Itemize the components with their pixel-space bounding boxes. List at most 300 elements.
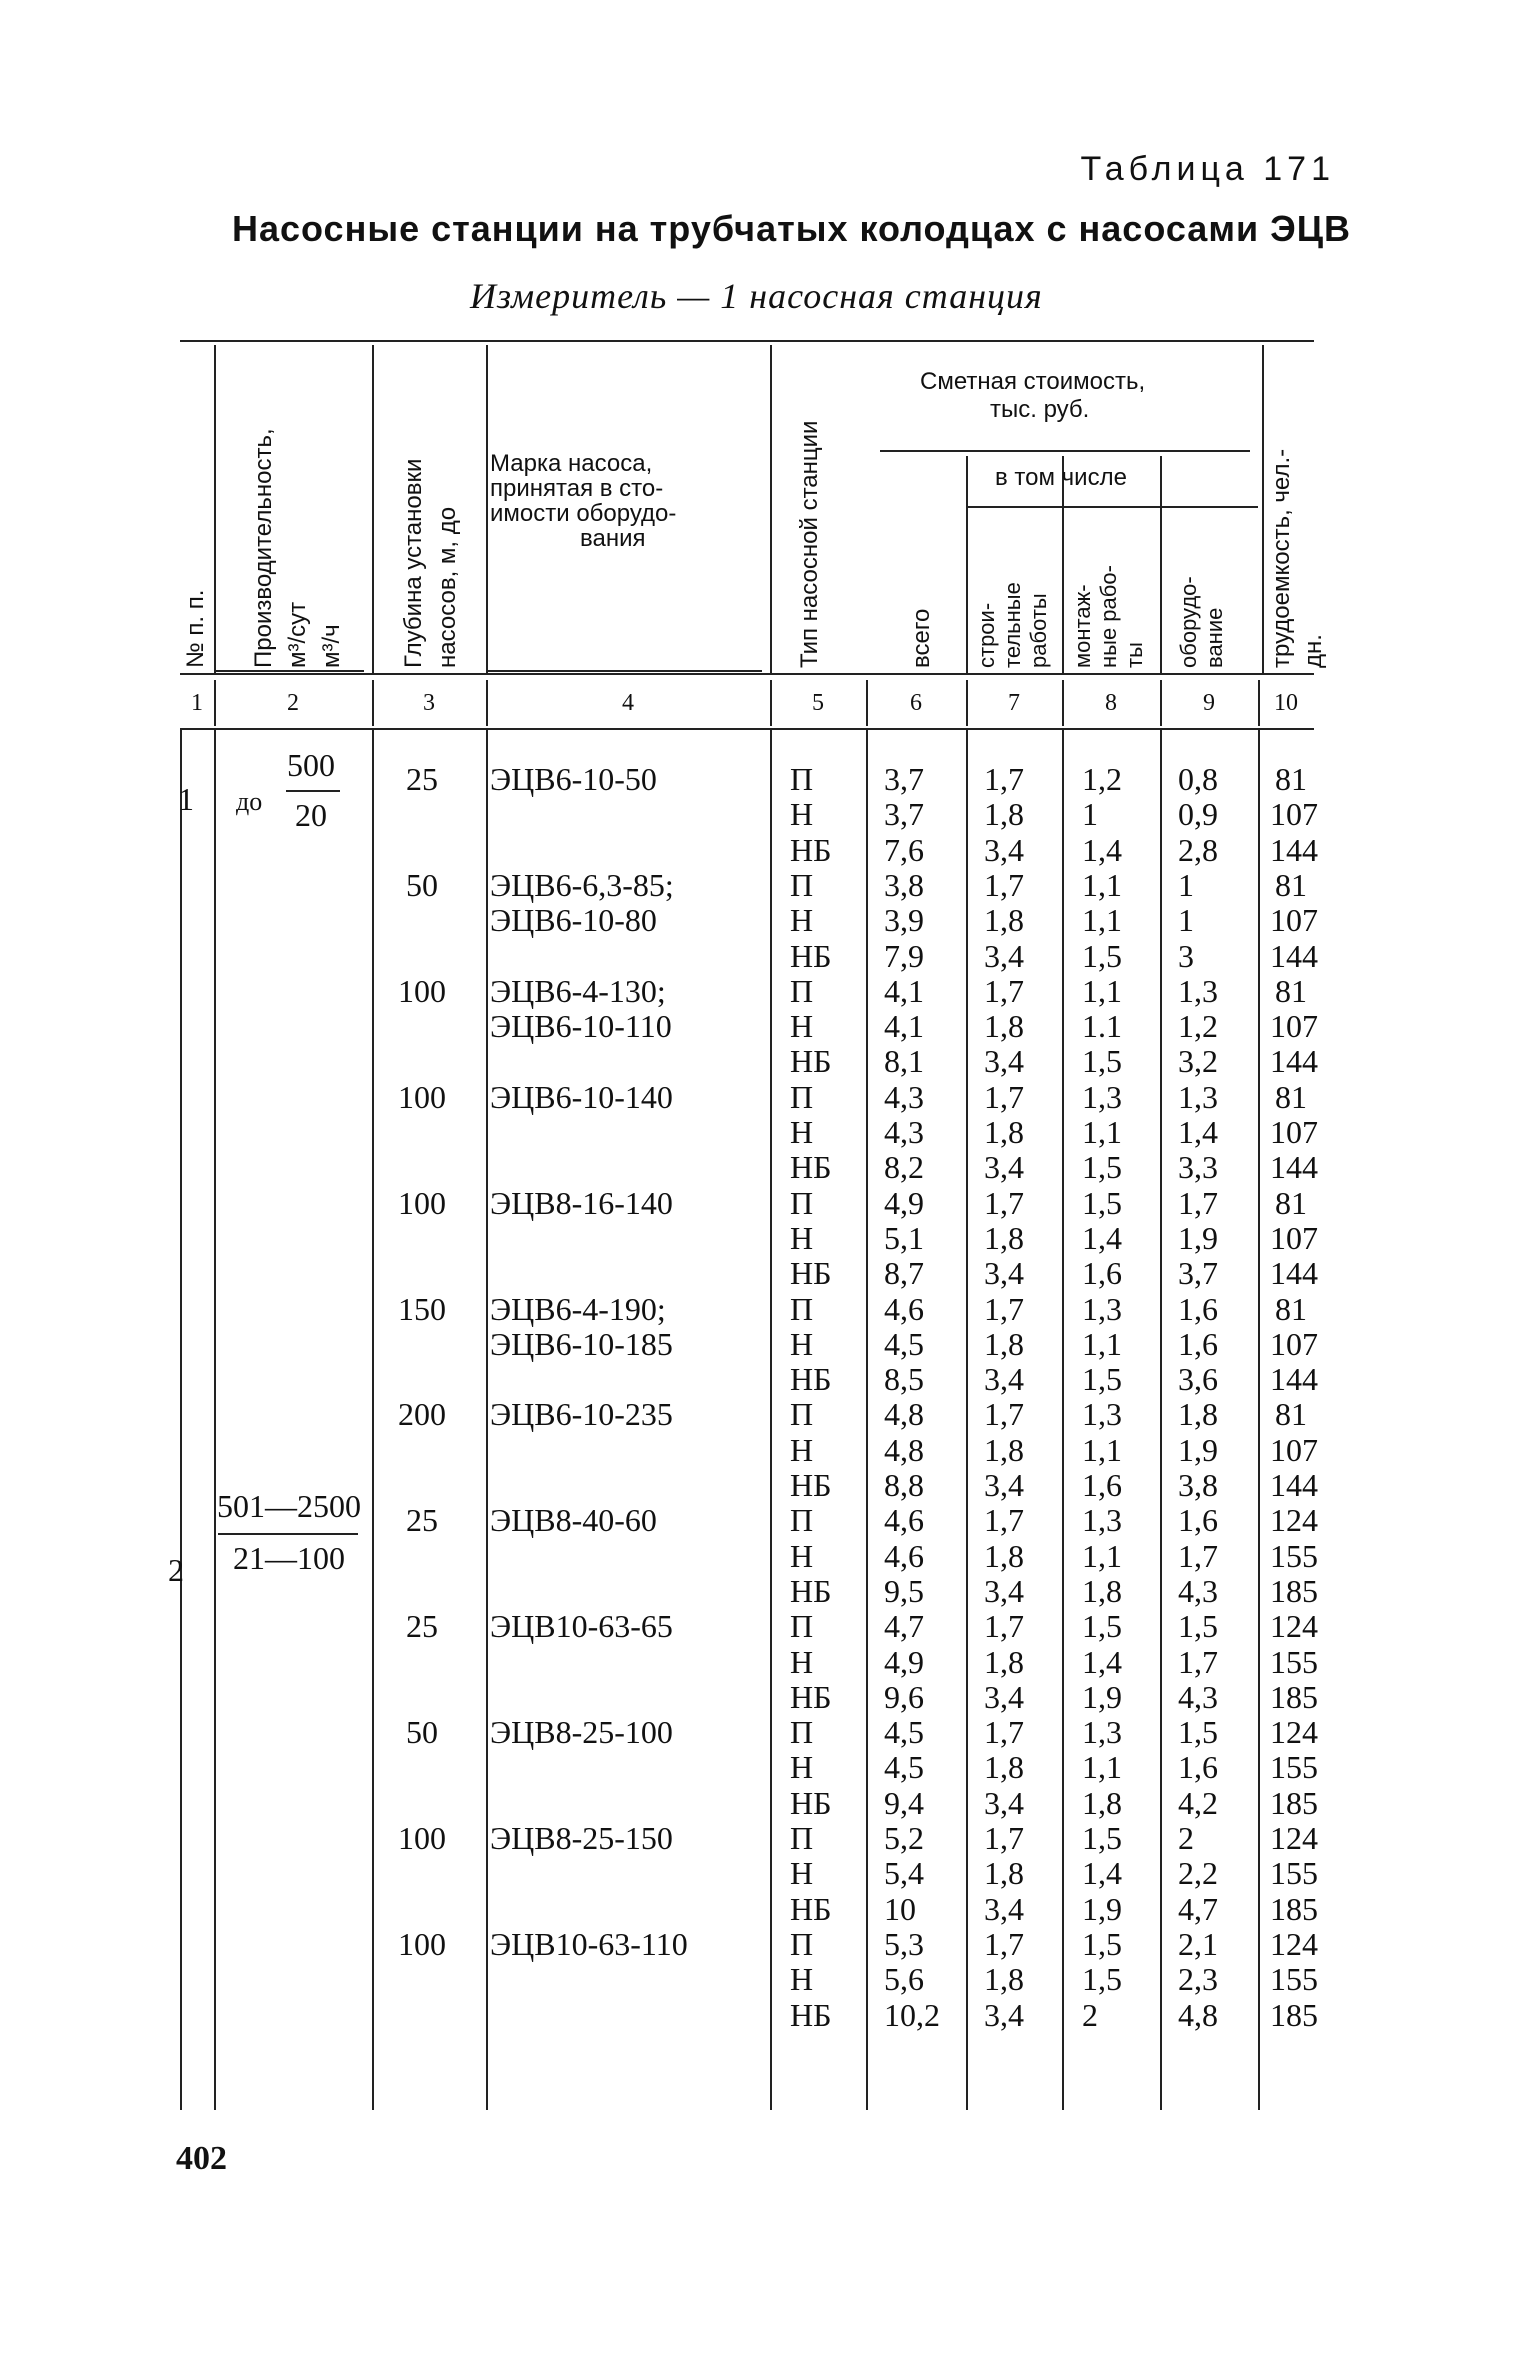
cost-installation: 1,1 (1082, 1749, 1122, 1786)
cost-installation: 1,1 (1082, 1114, 1122, 1150)
cost-total: 8,7 (884, 1255, 924, 1292)
cost-installation: 1,4 (1082, 1219, 1122, 1256)
cost-total: 4,1 (884, 972, 924, 1009)
body-col-divider (214, 730, 216, 2110)
cost-equipment: 1,7 (1178, 1184, 1218, 1221)
labor-days: 81 (1275, 1396, 1307, 1433)
group-number: 2 (168, 1552, 184, 1589)
cost-installation: 1 (1082, 796, 1098, 833)
cost-installation: 1,3 (1082, 1078, 1122, 1115)
body-col-divider (866, 730, 868, 2110)
cost-installation: 1,1 (1082, 1537, 1122, 1574)
cost-total: 4,5 (884, 1714, 924, 1751)
cost-equipment: 1,2 (1178, 1008, 1218, 1045)
cost-construction: 3,4 (984, 1784, 1024, 1821)
col-header-pump-1: Марка насоса, (490, 450, 653, 477)
cost-total: 4,6 (884, 1502, 924, 1539)
header-subcol-divider (966, 456, 968, 675)
column-number-9: 9 (1203, 690, 1215, 716)
cost-total: 7,9 (884, 937, 924, 974)
pump-model: ЭЦВ8-40-60 (490, 1502, 657, 1539)
column-number-8: 8 (1105, 690, 1117, 716)
cost-total: 4,8 (884, 1396, 924, 1433)
station-type: Н (790, 1855, 814, 1892)
cost-installation: 1,5 (1082, 1925, 1122, 1962)
cost-installation: 1,9 (1082, 1890, 1122, 1927)
cost-construction: 3,4 (984, 937, 1024, 974)
cost-construction: 1,7 (984, 1290, 1024, 1327)
cost-equipment: 1,6 (1178, 1749, 1218, 1786)
cost-equipment: 2,2 (1178, 1855, 1218, 1892)
col-header-pump-4: вания (580, 525, 646, 552)
station-type: НБ (790, 1467, 832, 1503)
cost-total: 5,3 (884, 1925, 924, 1962)
col-header-construction-3: работы (1026, 593, 1051, 668)
station-type: П (790, 1820, 814, 1856)
cost-equipment: 4,7 (1178, 1890, 1218, 1927)
station-type: НБ (790, 1890, 832, 1927)
header-col-divider (214, 345, 216, 675)
station-type: П (790, 1714, 814, 1751)
cost-equipment: 1,9 (1178, 1219, 1218, 1256)
labor-days: 144 (1270, 1361, 1318, 1398)
station-type: НБ (790, 1572, 832, 1609)
cost-total: 4,5 (884, 1749, 924, 1786)
cost-equipment: 1 (1178, 902, 1194, 939)
col-header-construction-1: строи- (974, 602, 999, 668)
cost-construction: 3,4 (984, 1996, 1024, 2033)
cost-equipment: 3,7 (1178, 1255, 1218, 1292)
cost-total: 5,6 (884, 1961, 924, 1998)
station-type: П (790, 972, 814, 1009)
labor-days: 107 (1270, 796, 1318, 833)
header-col-divider (372, 345, 374, 675)
cost-installation: 1,1 (1082, 1325, 1122, 1362)
station-type: Н (790, 1008, 814, 1045)
fraction-bar (218, 1533, 358, 1535)
pump-model: ЭЦВ6-10-140 (490, 1078, 673, 1115)
pump-model: ЭЦВ6-10-185 (490, 1325, 673, 1362)
cost-equipment: 1,5 (1178, 1608, 1218, 1645)
cost-equipment: 0,9 (1178, 796, 1218, 833)
labor-days: 107 (1270, 1219, 1318, 1256)
cost-equipment: 4,3 (1178, 1572, 1218, 1609)
cost-total: 3,9 (884, 902, 924, 939)
header-col-divider (770, 345, 772, 675)
capacity-denominator: 20 (295, 797, 327, 833)
cost-total: 5,4 (884, 1855, 924, 1892)
column-number-2: 2 (287, 690, 299, 716)
column-number-7: 7 (1008, 690, 1020, 716)
cost-construction: 1,7 (984, 972, 1024, 1009)
labor-days: 124 (1270, 1608, 1318, 1645)
pump-model: ЭЦВ8-25-100 (490, 1714, 673, 1751)
labor-days: 144 (1270, 1043, 1318, 1080)
col-header-number: № п. п. (182, 589, 209, 668)
col-header-station-type: Тип насосной станции (796, 420, 823, 668)
pump-model: ЭЦВ6-10-235 (490, 1396, 673, 1433)
cost-total: 4,9 (884, 1643, 924, 1680)
table-title: Насосные станции на трубчатых колодцах с насосами ЭЦВ (232, 208, 1351, 249)
labor-days: 144 (1270, 1149, 1318, 1186)
cost-installation: 1,1 (1082, 1431, 1122, 1468)
col-header-construction-2: тельные (1000, 582, 1025, 668)
col-header-total: всего (908, 608, 935, 668)
group-number: 1 (178, 781, 194, 817)
cost-construction: 1,8 (984, 1431, 1024, 1468)
pump-model: ЭЦВ6-4-130; (490, 972, 666, 1009)
cost-installation: 1,1 (1082, 972, 1122, 1009)
pump-model: ЭЦВ6-6,3-85; (490, 866, 674, 903)
body-left-border (180, 730, 182, 2110)
cost-total: 9,6 (884, 1678, 924, 1715)
cost-total: 4,9 (884, 1184, 924, 1221)
station-type: НБ (790, 1784, 832, 1821)
cost-installation: 1,1 (1082, 902, 1122, 939)
cost-construction: 1,8 (984, 1219, 1024, 1256)
col-header-labor-2: дн. (1300, 634, 1327, 668)
cost-total: 4,6 (884, 1290, 924, 1327)
depth-value: 25 (406, 1502, 438, 1539)
cost-installation: 1,5 (1082, 1361, 1122, 1398)
cost-equipment: 1,8 (1178, 1396, 1218, 1433)
cost-equipment: 3,2 (1178, 1043, 1218, 1080)
cost-installation: 1,3 (1082, 1502, 1122, 1539)
column-number-5: 5 (812, 690, 824, 716)
col-header-capacity-den: м³/ч (318, 624, 345, 668)
capacity-numerator: 501—2500 (217, 1488, 361, 1525)
cost-construction: 3,4 (984, 1043, 1024, 1080)
cost-equipment: 1,7 (1178, 1643, 1218, 1680)
cost-installation: 1,6 (1082, 1467, 1122, 1503)
cost-total: 8,1 (884, 1043, 924, 1080)
cost-construction: 1,8 (984, 1008, 1024, 1045)
labor-days: 155 (1270, 1855, 1318, 1892)
labor-days: 124 (1270, 1502, 1318, 1539)
including-rule (966, 506, 1258, 508)
cost-installation: 1,2 (1082, 761, 1122, 797)
labor-days: 124 (1270, 1925, 1318, 1962)
cost-equipment: 1,3 (1178, 1078, 1218, 1115)
cost-construction: 3,4 (984, 1149, 1024, 1186)
labor-days: 81 (1275, 1290, 1307, 1327)
cost-construction: 1,8 (984, 1643, 1024, 1680)
cost-construction: 3,4 (984, 1890, 1024, 1927)
cost-equipment: 1,6 (1178, 1290, 1218, 1327)
cost-equipment: 1,6 (1178, 1502, 1218, 1539)
cost-equipment: 4,8 (1178, 1996, 1218, 2033)
cost-total: 4,3 (884, 1114, 924, 1150)
station-type: НБ (790, 1678, 832, 1715)
cost-total: 4,7 (884, 1608, 924, 1645)
station-type: Н (790, 1643, 814, 1680)
cost-equipment: 3,6 (1178, 1361, 1218, 1398)
cost-installation: 1,3 (1082, 1396, 1122, 1433)
station-type: П (790, 1290, 814, 1327)
cost-equipment: 1 (1178, 866, 1194, 903)
capacity-denominator: 21—100 (233, 1540, 345, 1577)
cost-total: 3,7 (884, 796, 924, 833)
pump-model: ЭЦВ10-63-65 (490, 1608, 673, 1645)
cost-equipment: 1,9 (1178, 1431, 1218, 1468)
cost-construction: 3,4 (984, 1678, 1024, 1715)
labor-days: 185 (1270, 1996, 1318, 2033)
col-header-labor-1: трудоемкость, чел.- (1268, 448, 1295, 668)
column-number-6: 6 (910, 690, 922, 716)
fraction-bar (286, 790, 340, 792)
labor-days: 81 (1275, 761, 1307, 797)
cost-total: 3,8 (884, 866, 924, 903)
cost-equipment: 0,8 (1178, 761, 1218, 797)
cost-installation: 1,5 (1082, 1043, 1122, 1080)
cost-construction: 1,7 (984, 1078, 1024, 1115)
cost-construction: 1,7 (984, 1925, 1024, 1962)
cost-installation: 1,3 (1082, 1714, 1122, 1751)
labor-days: 81 (1275, 1184, 1307, 1221)
labor-days: 185 (1270, 1572, 1318, 1609)
labor-days: 155 (1270, 1961, 1318, 1998)
body-col-divider (770, 730, 772, 2110)
cost-construction: 1,7 (984, 1502, 1024, 1539)
cost-equipment: 4,3 (1178, 1678, 1218, 1715)
station-type: НБ (790, 1043, 832, 1080)
depth-value: 100 (398, 1184, 446, 1221)
pump-model: ЭЦВ8-25-150 (490, 1820, 673, 1856)
cost-group-header-2: тыс. руб. (990, 396, 1090, 423)
col-header-installation-3: ты (1122, 642, 1147, 668)
station-type: П (790, 1925, 814, 1962)
measurement-unit: Измеритель — 1 насосная станция (470, 276, 1043, 316)
cost-construction: 1,7 (984, 761, 1024, 797)
depth-value: 25 (406, 761, 438, 797)
cost-equipment: 2,3 (1178, 1961, 1218, 1998)
header-bottom-rule (180, 673, 1314, 675)
depth-value: 50 (406, 1714, 438, 1751)
station-type: П (790, 866, 814, 903)
depth-value: 100 (398, 972, 446, 1009)
cost-equipment: 1,7 (1178, 1537, 1218, 1574)
col-header-capacity: Производительность, (250, 428, 277, 668)
cost-total: 5,1 (884, 1219, 924, 1256)
cost-construction: 3,4 (984, 1572, 1024, 1609)
cost-total: 5,2 (884, 1820, 924, 1856)
cost-equipment: 1,4 (1178, 1114, 1218, 1150)
header-subcol-divider (1160, 456, 1162, 675)
station-type: П (790, 1502, 814, 1539)
station-type: П (790, 1396, 814, 1433)
cost-group-header-1: Сметная стоимость, (920, 368, 1146, 395)
cost-equipment: 1,6 (1178, 1325, 1218, 1362)
body-col-divider (1258, 730, 1260, 2110)
labor-days: 81 (1275, 972, 1307, 1009)
station-type: НБ (790, 1149, 832, 1186)
cost-equipment: 2,8 (1178, 831, 1218, 868)
labor-days: 107 (1270, 1431, 1318, 1468)
cost-total: 4,6 (884, 1537, 924, 1574)
cost-installation: 1,3 (1082, 1290, 1122, 1327)
col-header-pump-3: имости оборудо- (490, 500, 677, 527)
cost-construction: 1,7 (984, 1396, 1024, 1433)
cost-installation: 2 (1082, 1996, 1098, 2033)
labor-days: 144 (1270, 1467, 1318, 1503)
labor-days: 124 (1270, 1820, 1318, 1856)
station-type: НБ (790, 1361, 832, 1398)
cost-construction: 1,8 (984, 1749, 1024, 1786)
station-type: НБ (790, 1255, 832, 1292)
cost-equipment: 4,2 (1178, 1784, 1218, 1821)
cost-installation: 1,5 (1082, 1608, 1122, 1645)
body-col-divider (1062, 730, 1064, 2110)
cost-installation: 1,4 (1082, 1855, 1122, 1892)
cost-equipment: 3,3 (1178, 1149, 1218, 1186)
cost-construction: 1,7 (984, 1608, 1024, 1645)
cost-total: 4,5 (884, 1325, 924, 1362)
cost-total: 3,7 (884, 761, 924, 797)
column-number-1: 1 (191, 690, 203, 716)
station-type: НБ (790, 937, 832, 974)
cost-installation: 1,8 (1082, 1572, 1122, 1609)
cost-construction: 1,8 (984, 902, 1024, 939)
column-number-3: 3 (423, 690, 435, 716)
cost-equipment: 3,8 (1178, 1467, 1218, 1503)
col-header-pump-2: принятая в сто- (490, 475, 664, 502)
cost-construction: 1,7 (984, 866, 1024, 903)
station-type: Н (790, 902, 814, 939)
cost-equipment: 3 (1178, 937, 1194, 974)
labor-days: 144 (1270, 831, 1318, 868)
cost-construction: 1,7 (984, 1184, 1024, 1221)
cost-construction: 3,4 (984, 1255, 1024, 1292)
cost-equipment: 2,1 (1178, 1925, 1218, 1962)
labor-days: 155 (1270, 1749, 1318, 1786)
col2-header-rule (214, 670, 364, 672)
cost-installation: 1,5 (1082, 937, 1122, 974)
labor-days: 144 (1270, 937, 1318, 974)
body-col-divider (966, 730, 968, 2110)
pump-model: ЭЦВ6-10-110 (490, 1008, 672, 1045)
depth-value: 150 (398, 1290, 446, 1327)
depth-value: 100 (398, 1078, 446, 1115)
labor-days: 185 (1270, 1678, 1318, 1715)
cost-total: 10 (884, 1890, 916, 1927)
labor-days: 107 (1270, 1008, 1318, 1045)
cost-installation: 1,1 (1082, 866, 1122, 903)
col-header-equipment-1: оборудо- (1176, 576, 1201, 668)
cost-total: 7,6 (884, 831, 924, 868)
cost-equipment: 1,3 (1178, 972, 1218, 1009)
body-col-divider (1160, 730, 1162, 2110)
labor-days: 144 (1270, 1255, 1318, 1292)
cost-total: 9,4 (884, 1784, 924, 1821)
capacity-numerator: 500 (287, 747, 335, 783)
cost-total: 4,1 (884, 1008, 924, 1045)
cost-installation: 1,9 (1082, 1678, 1122, 1715)
station-type: НБ (790, 831, 832, 868)
depth-value: 100 (398, 1925, 446, 1962)
col-header-capacity-num: м³/сут (284, 601, 311, 668)
cost-total: 8,8 (884, 1467, 924, 1503)
cost-construction: 1,8 (984, 1961, 1024, 1998)
header-col-divider (1262, 345, 1264, 675)
depth-value: 25 (406, 1608, 438, 1645)
labor-days: 185 (1270, 1890, 1318, 1927)
cost-construction: 1,8 (984, 1537, 1024, 1574)
cost-construction: 1,7 (984, 1714, 1024, 1751)
depth-value: 50 (406, 866, 438, 903)
pump-model: ЭЦВ6-10-50 (490, 761, 657, 797)
station-type: Н (790, 1219, 814, 1256)
column-number-4: 4 (622, 690, 634, 716)
cost-installation: 1,5 (1082, 1149, 1122, 1186)
header-col-divider (486, 345, 488, 675)
pump-model: ЭЦВ8-16-140 (490, 1184, 673, 1221)
labor-days: 185 (1270, 1784, 1318, 1821)
station-type: Н (790, 1114, 814, 1150)
cost-installation: 1,4 (1082, 831, 1122, 868)
pump-model: ЭЦВ6-4-190; (490, 1290, 666, 1327)
colnum-bottom-rule (180, 728, 1314, 730)
cost-construction: 1,8 (984, 796, 1024, 833)
station-type: Н (790, 796, 814, 833)
station-type: Н (790, 1537, 814, 1574)
labor-days: 81 (1275, 1078, 1307, 1115)
pump-model: ЭЦВ6-10-80 (490, 902, 657, 939)
cost-total: 9,5 (884, 1572, 924, 1609)
station-type: Н (790, 1431, 814, 1468)
cost-equipment: 2 (1178, 1820, 1194, 1856)
page-number: 402 (176, 2140, 227, 2177)
station-type: П (790, 1608, 814, 1645)
cost-installation: 1,5 (1082, 1961, 1122, 1998)
col-header-installation-1: монтаж- (1070, 584, 1095, 668)
cost-total: 4,8 (884, 1431, 924, 1468)
station-type: Н (790, 1961, 814, 1998)
body-col-divider (486, 730, 488, 2110)
labor-days: 81 (1275, 866, 1307, 903)
cost-installation: 1,5 (1082, 1820, 1122, 1856)
labor-days: 107 (1270, 1114, 1318, 1150)
cost-construction: 1,8 (984, 1855, 1024, 1892)
labor-days: 124 (1270, 1714, 1318, 1751)
pump-model: ЭЦВ10-63-110 (490, 1925, 688, 1962)
column-number-10: 10 (1274, 690, 1298, 716)
cost-construction: 3,4 (984, 831, 1024, 868)
table-label: Таблица 171 (1080, 150, 1335, 188)
station-type: П (790, 1078, 814, 1115)
cost-total: 4,3 (884, 1078, 924, 1115)
cost-construction: 1,8 (984, 1114, 1024, 1150)
cost-construction: 3,4 (984, 1467, 1024, 1503)
col-header-equipment-2: вание (1202, 607, 1227, 668)
col-header-depth-2: насосов, м, до (434, 506, 461, 668)
col4-header-rule (486, 670, 762, 672)
cost-construction: 1,8 (984, 1325, 1024, 1362)
cost-total: 10,2 (884, 1996, 940, 2033)
col-header-installation-2: ные рабо- (1096, 565, 1121, 668)
including-header: в том числе (995, 464, 1127, 491)
cost-construction: 3,4 (984, 1361, 1024, 1398)
cost-total: 8,2 (884, 1149, 924, 1186)
header-top-rule (180, 340, 1314, 342)
cost-installation: 1,4 (1082, 1643, 1122, 1680)
labor-days: 107 (1270, 902, 1318, 939)
labor-days: 155 (1270, 1537, 1318, 1574)
cost-equipment: 1,5 (1178, 1714, 1218, 1751)
cost-installation: 1,6 (1082, 1255, 1122, 1292)
cost-construction: 1,7 (984, 1820, 1024, 1856)
station-type: П (790, 1184, 814, 1221)
cost-installation: 1,5 (1082, 1184, 1122, 1221)
